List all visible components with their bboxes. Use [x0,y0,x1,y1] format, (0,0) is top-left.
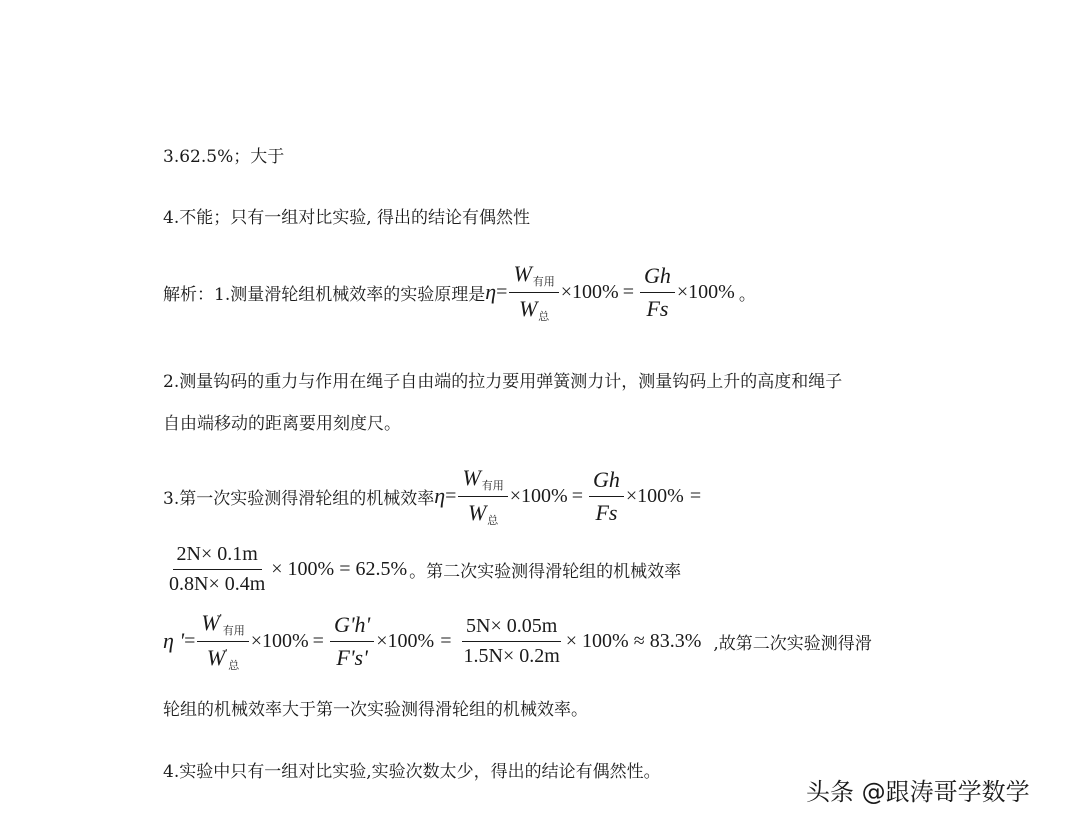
analysis-4: 4.实验中只有一组对比实验,实验次数太少，得出的结论有偶然性。 [163,762,661,782]
times-percent: ×100% [560,280,619,303]
fraction-numerator: $W_{有用}$ [509,261,558,293]
equals-sign: = [622,280,634,303]
equals-sign: = [496,280,508,303]
analysis-3-line-1: 3.第一次实验测得滑轮组的机械效率 η = $\frac{W_{有用}}{W_总}$ ×100% = $\frac{Gh}{Fs}$ ×100% = [163,464,702,527]
result-2: × 100% ≈ 83.3% [565,629,702,652]
times-percent: ×100% [676,280,735,303]
numeric-fraction-1: $\frac{2N\times 0.1m}{0.8N\times 0.4m}$ [169,542,266,595]
efficiency-fraction: $\frac{W_{有用}}{W_总}$ [458,465,507,527]
analysis-2-line-2: 自由端移动的距离要用刻度尺。 [163,414,401,434]
answer-4: 4.不能；只有一组对比实验, 得出的结论有偶然性 [163,208,531,228]
answer-3: 3.62.5%；大于 [163,147,285,167]
gh-fs-fraction: $\frac{Gh}{Fs}$ [589,467,624,525]
analysis-3-line-2: $\frac{2N\times 0.1m}{0.8N\times 0.4m}$ × 100% = 62.5% 。第二次实验测得滑轮组的机械效率 [163,540,681,598]
numeric-fraction-2: $\frac{5N\times 0.05m}{1.5N\times 0.2m}$ [463,614,560,667]
result-1: × 100% = 62.5% [271,557,408,580]
gh-fs-fraction: $\frac{Gh}{Fs}$ [640,263,675,321]
eta-symbol: η [485,279,497,304]
efficiency-prime-fraction: $\frac{W'_{有用}}{W'_总}$ [197,610,248,672]
analysis-3-line-3: η ' = $\frac{W'_{有用}}{W'_总}$ ×100% = $\frac{G'h'}{F's'}$ ×100% = $\frac{5N\times 0.05m}{1.5N\times 0.2m}$ × 100% ≈ 83.3% ,故第二次实验测得滑 [163,609,872,672]
analysis-1-text: 解析：1.测量滑轮组机械效率的实验原理是 [163,284,486,305]
fraction-denominator: $W_总$ [518,295,550,323]
analysis-2-line-1: 2.测量钩码的重力与作用在绳子自由端的拉力要用弹簧测力计，测量钩码上升的高度和绳子 [163,372,843,392]
watermark: 头条 @跟涛哥学数学 [806,778,1030,806]
analysis-1: 解析：1.测量滑轮组机械效率的实验原理是 η = $\frac{W_{有用}}{W_总}$ ×100% = $\frac{Gh}{Fs}$ ×100% 。 [163,260,756,323]
efficiency-fraction [509,261,558,323]
gh-fs-prime-fraction: $\frac{G'h'}{F's'}$ [330,612,374,670]
analysis-3-line-4: 轮组的机械效率大于第一次实验测得滑轮组的机械效率。 [163,700,588,720]
